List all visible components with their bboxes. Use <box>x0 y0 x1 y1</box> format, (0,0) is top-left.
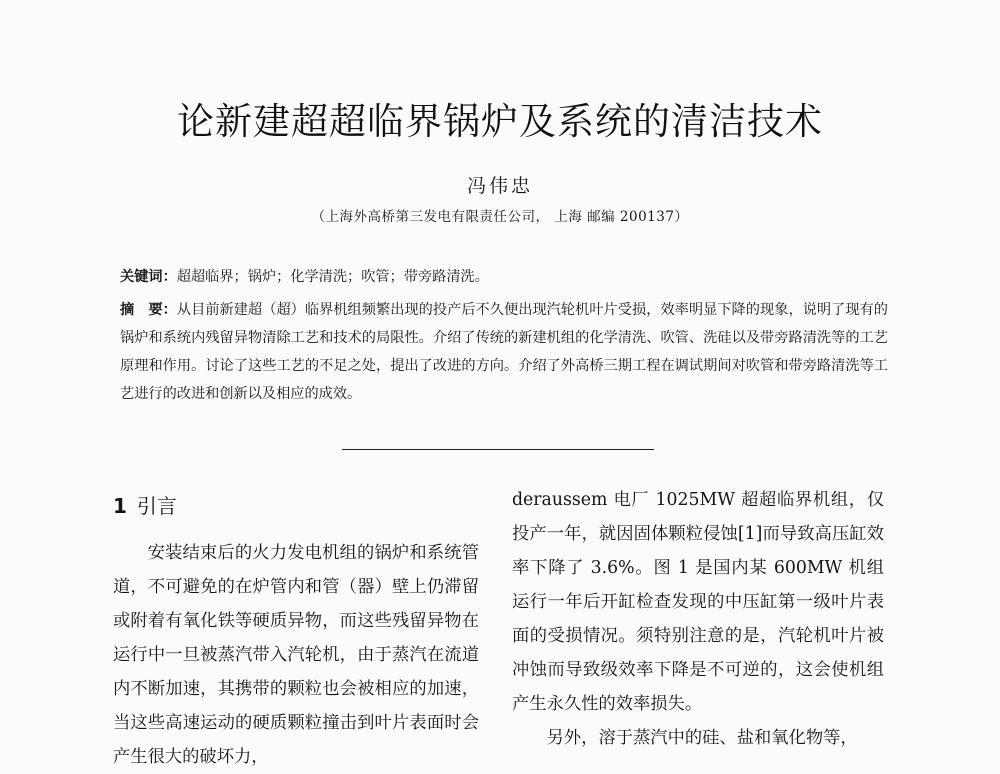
body-paragraph: 另外，溶于蒸汽中的硅、盐和氧化物等， <box>546 728 858 748</box>
abstract-label: 摘 要： <box>120 302 177 318</box>
section-divider <box>342 449 654 450</box>
paper-title: 论新建超超临界锅炉及系统的清洁技术 <box>177 100 823 143</box>
section-heading <box>113 492 177 520</box>
body-paragraph: 安装结束后的火力发电机组的锅炉和系统管道，不可避免的在炉管内和管（器）壁上仍滞留或附着有氧化铁等硬质异物，而这些残留异物在运行中一旦被蒸汽带入汽轮机，由于蒸汽在流道内不断加速，其携带的颗粒也会被相应的加速，当这些高速运动的硬质颗粒撞击到叶片表面时会产生很大的破坏力， <box>113 543 479 767</box>
abstract-text: 从目前新建超（超）临界机组频繁出现的投产后不久便出现汽轮机叶片受损，效率明显下降的现象，说明了现有的锅炉和系统内残留异物清除工艺和技术的局限性。介绍了传统的新建机组的化学清洗、吹管、洗硅以及带旁路清洗等的工艺原理和作用。讨论了这些工艺的不足之处，提出了改进的方向。介绍了外高桥三期工程在调试期间对吹管和带旁路清洗等工艺进行的改进和创新以及相应的成效。 <box>120 302 888 402</box>
section-title: 引言 <box>136 494 177 518</box>
abstract <box>120 296 888 408</box>
section-number: 1 <box>113 494 127 518</box>
body-column-left <box>113 536 479 774</box>
keywords-text: 超超临界；锅炉；化学清洗；吹管；带旁路清洗。 <box>176 269 489 285</box>
keywords <box>120 266 890 288</box>
keywords-label: 关键词： <box>120 269 177 285</box>
body-paragraph: deraussem 电厂 1025MW 超超临界机组，仅投产一年，就因固体颗粒侵蚀[1]而导致高压缸效率下降了 3.6%。图 1 是国内某 600MW 机组运行一年后开缸检查发现的中压缸第一级叶片表面的受损情况。须特别注意的是，汽轮机叶片被冲蚀而导致级效率下降是不可逆的，这会使机组产生永久性的效率损失。 <box>512 490 884 714</box>
author-name: 冯伟忠 <box>466 175 533 197</box>
body-column-right <box>512 483 884 755</box>
author-affiliation: （上海外高桥第三发电有限责任公司， 上海 邮编 200137） <box>311 209 689 225</box>
